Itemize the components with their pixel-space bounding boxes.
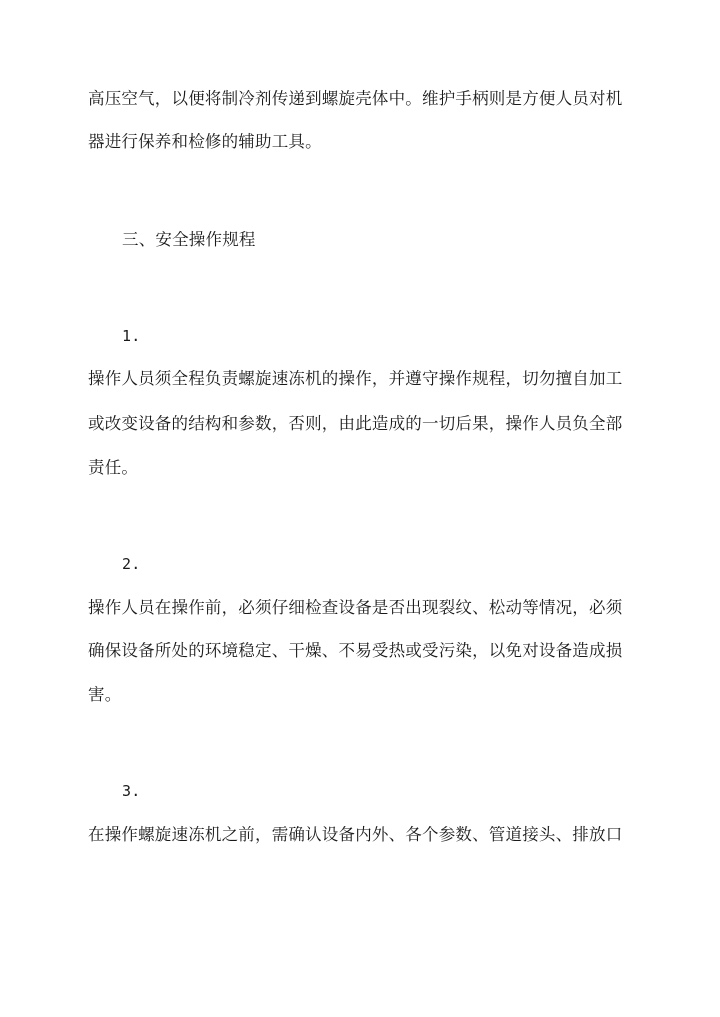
intro-line-2: 器进行保养和检修的辅助工具。 — [88, 132, 322, 151]
item-number-3: 3. — [122, 782, 141, 800]
item-1-line-3: 责任。 — [88, 458, 139, 477]
item-2-line-3: 害。 — [88, 685, 122, 704]
item-3-line-1: 在操作螺旋速冻机之前，需确认设备内外、各个参数、管道接头、排放口 — [88, 825, 623, 844]
section-heading: 三、安全操作规程 — [122, 230, 256, 249]
item-1-line-1: 操作人员须全程负责螺旋速冻机的操作，并遵守操作规程，切勿擅自加工 — [88, 369, 623, 388]
item-number-2: 2. — [122, 555, 141, 573]
intro-line-1: 高压空气，以便将制冷剂传递到螺旋壳体中。维护手柄则是方便人员对机 — [88, 89, 623, 108]
item-2-line-1: 操作人员在操作前，必须仔细检查设备是否出现裂纹、松动等情况，必须 — [88, 598, 623, 617]
item-1-line-2: 或改变设备的结构和参数，否则，由此造成的一切后果，操作人员负全部 — [88, 414, 623, 433]
item-number-1: 1. — [122, 327, 141, 345]
item-2-line-2: 确保设备所处的环境稳定、干燥、不易受热或受污染，以免对设备造成损 — [88, 641, 623, 660]
